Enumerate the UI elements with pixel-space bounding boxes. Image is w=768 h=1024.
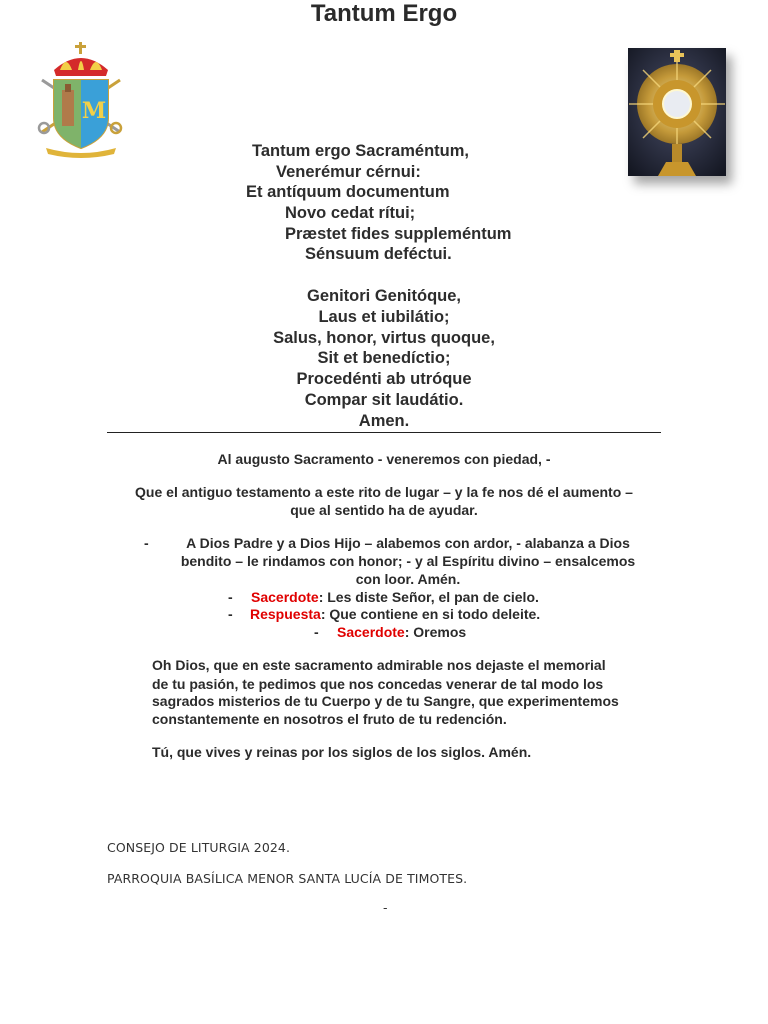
hymn-line: Genitori Genitóque, <box>306 287 461 305</box>
svg-text:M: M <box>81 98 107 124</box>
hymn-line: Venerémur cérnui: <box>276 163 421 181</box>
footer-parish: PARROQUIA BASÍLICA MENOR SANTA LUCÍA DE TIMOTES. <box>107 871 468 886</box>
prayer-closing: Tú, que vives y reinas por los siglos de los siglos. Amén. <box>152 744 532 760</box>
speaker-label: Respuesta <box>250 606 321 622</box>
hymn-line: Amen. <box>358 412 410 430</box>
response-text: : Que contiene en si todo deleite. <box>320 606 541 622</box>
bullet-dash: - <box>228 589 233 605</box>
speaker-label: Sacerdote <box>337 624 405 640</box>
hymn-line: Novo cedat rítui; <box>285 204 416 222</box>
hymn-line: Præstet fides suppleméntum <box>285 225 512 243</box>
hymn-line: Sit et benedíctio; <box>317 349 451 367</box>
prayer-line: constantemente en nosotros el fruto de tu redención. <box>152 711 507 727</box>
parish-coat-of-arms-icon <box>36 40 126 162</box>
translation-line: bendito – le rindamos con honor; - y al Espíritu divino – ensalcemos <box>180 553 636 569</box>
page-title: Tantum Ergo <box>310 0 458 27</box>
prayer-line: Oh Dios, que en este sacramento admirable nos dejaste el memorial <box>152 657 606 673</box>
footer-dash: - <box>383 900 388 915</box>
response-line <box>250 605 540 623</box>
response-text: : Les diste Señor, el pan de cielo. <box>318 589 539 605</box>
translation-line: que al sentido ha de ayudar. <box>290 502 478 518</box>
hymn-line: Sénsuum deféctui. <box>305 245 452 263</box>
response-text: : Oremos <box>404 624 467 640</box>
speaker-label: Sacerdote <box>251 589 319 605</box>
hymn-line: Et antíquum documentum <box>246 183 450 201</box>
translation-line: A Dios Padre y a Dios Hijo – alabemos con ardor, - alabanza a Dios <box>186 535 630 551</box>
divider <box>107 432 661 433</box>
response-line <box>251 588 539 606</box>
golden-monstrance-icon <box>628 48 726 176</box>
hymn-line: Tantum ergo Sacraméntum, <box>252 142 469 160</box>
translation-line: Que el antiguo testamento a este rito de lugar – y la fe nos dé el aumento – <box>135 484 633 500</box>
translation-line: con loor. Amén. <box>355 571 461 587</box>
footer-council: CONSEJO DE LITURGIA 2024. <box>107 840 291 855</box>
translation-line: Al augusto Sacramento - veneremos con piedad, - <box>217 451 551 467</box>
prayer-line: de tu pasión, te pedimos que nos concedas venerar de tal modo los <box>152 676 604 692</box>
bullet-dash: - <box>228 606 233 622</box>
prayer-line: sagrados misterios de tu Cuerpo y de tu Sangre, que experimentemos <box>152 693 619 709</box>
hymn-line: Laus et iubilátio; <box>318 308 450 326</box>
hymn-line: Compar sit laudátio. <box>304 391 464 409</box>
response-line <box>337 623 466 641</box>
bullet-dash: - <box>314 624 319 640</box>
bullet-dash: - <box>144 535 149 551</box>
hymn-line: Procedénti ab utróque <box>296 370 472 388</box>
hymn-line: Salus, honor, virtus quoque, <box>273 329 495 347</box>
